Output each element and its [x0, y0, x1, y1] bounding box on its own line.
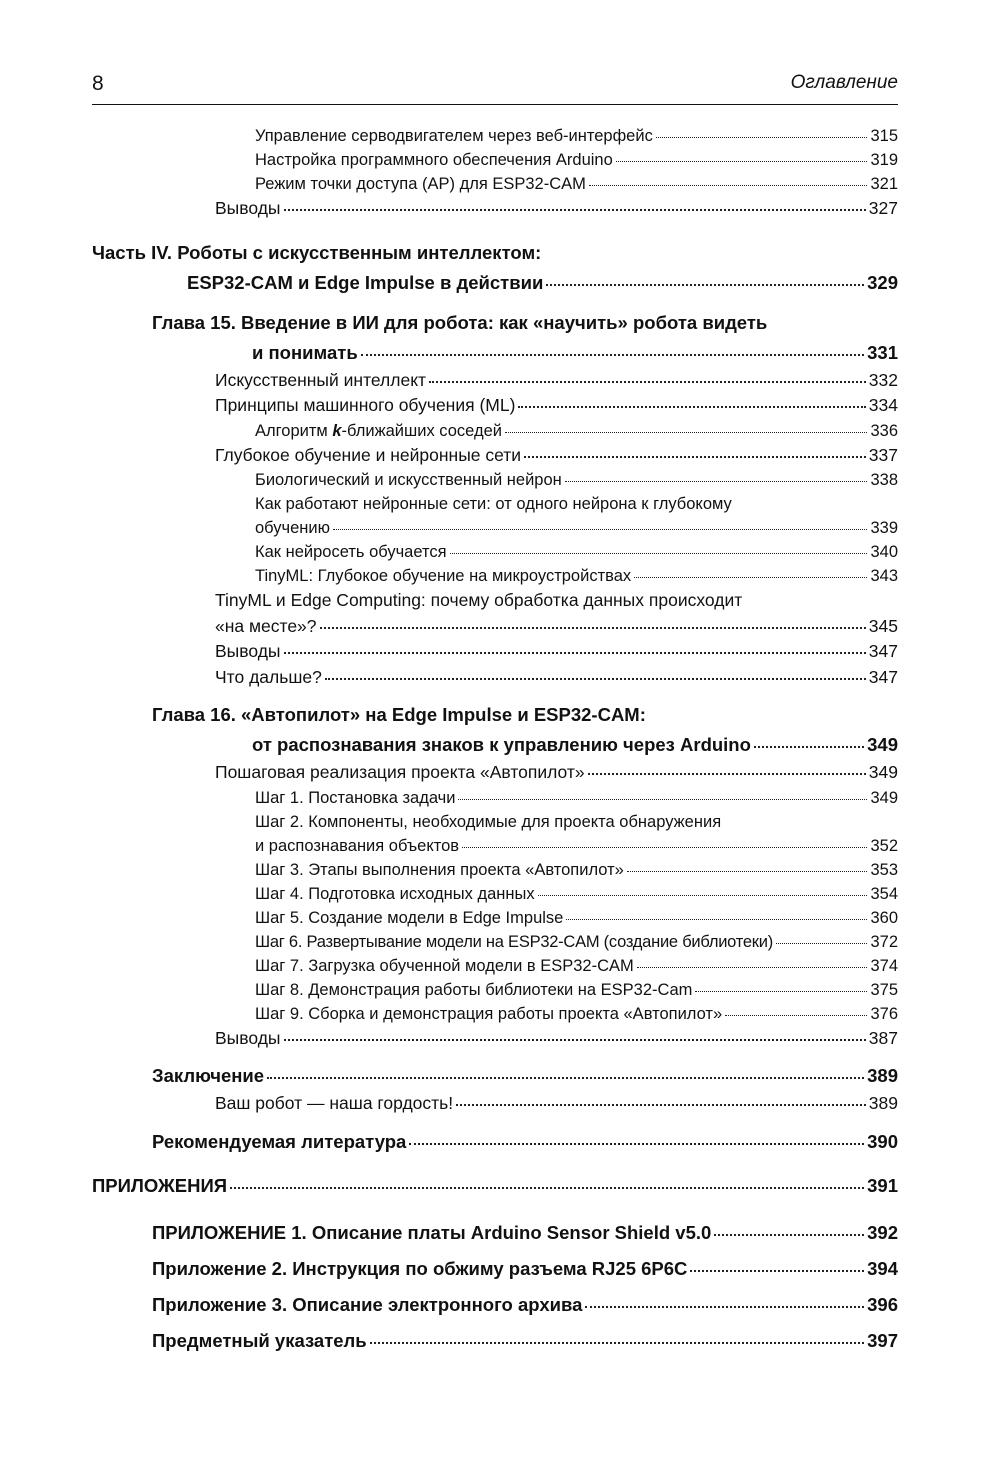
toc-entry[interactable] [92, 906, 898, 930]
dot-leader [450, 553, 868, 554]
dot-leader [409, 1143, 864, 1145]
dot-leader [361, 354, 864, 356]
toc-entry-title: «на месте»? [215, 615, 317, 636]
conclusion-title: Заключение [152, 1065, 265, 1086]
toc-entry-title: Выводы [215, 198, 281, 218]
dot-leader [325, 678, 866, 680]
toc-entry-title: Глубокое обучение и нейронные сети [215, 444, 522, 465]
toc-entry-page: 389 [868, 1093, 898, 1113]
dot-leader [458, 799, 867, 800]
toc-entry-page: 387 [868, 1027, 898, 1048]
toc-entry-page: 347 [868, 666, 898, 687]
dot-leader [588, 773, 866, 775]
dot-leader [518, 406, 865, 408]
toc-entry-page: 376 [870, 1004, 898, 1023]
k-variable: k [332, 421, 342, 440]
chapter-16-entry[interactable] [92, 730, 898, 760]
toc-entry[interactable] [92, 540, 898, 564]
toc-entry-title: Настройка программного обеспечения Arduino [255, 151, 613, 169]
dot-leader [284, 1039, 866, 1041]
toc-entry-title: TinyML: Глубокое обучение на микроустройствах [255, 567, 632, 585]
dot-leader [589, 185, 868, 186]
toc-entry[interactable] [92, 564, 898, 588]
toc-entry-title: Шаг 6. Развертывание модели на ESP32-CAM (создание библиотеки) [255, 932, 773, 951]
dot-leader [714, 1234, 864, 1236]
part-entry[interactable] [92, 268, 898, 298]
dot-leader [524, 456, 866, 458]
dot-leader [546, 284, 864, 286]
toc-entry-page: 340 [870, 543, 898, 561]
dot-leader [320, 627, 866, 629]
dot-leader [754, 746, 864, 748]
chapter-15-entry[interactable] [92, 338, 898, 368]
dot-leader [538, 895, 868, 896]
dot-leader [370, 1342, 864, 1344]
toc-entry-page: 372 [870, 932, 898, 951]
index-entry[interactable] [92, 1323, 898, 1359]
appendices-entry[interactable] [92, 1171, 898, 1201]
dot-leader [505, 432, 867, 433]
toc-entry-page: 336 [870, 421, 898, 440]
part-title-line1[interactable]: Часть IV. Роботы с искусственным интеллектом: [92, 241, 542, 263]
toc-entry-title: Шаг 5. Создание модели в Edge Impulse [255, 908, 564, 927]
toc-entry[interactable] [92, 954, 898, 978]
literature-title: Рекомендуемая литература [152, 1130, 407, 1152]
toc-entry[interactable] [92, 834, 898, 858]
appendix-1-title: ПРИЛОЖЕНИЕ 1. Описание платы Arduino Sensor Shield v5.0 [152, 1221, 712, 1243]
chapter-16-title-line1[interactable]: Глава 16. «Автопилот» на Edge Impulse и ESP32-CAM: [152, 704, 646, 725]
toc-entry-page: 319 [870, 151, 898, 169]
toc-entry[interactable] [92, 639, 898, 665]
toc-entry-page: 343 [870, 567, 898, 585]
dot-leader [776, 943, 868, 944]
toc-entry-page: 334 [868, 395, 898, 415]
toc-entry-title: Выводы [215, 641, 281, 661]
conclusion-page: 389 [867, 1065, 898, 1086]
toc-entry-title: Шаг 1. Постановка задачи [255, 788, 456, 807]
dot-leader [585, 1306, 864, 1308]
dot-leader [284, 209, 866, 211]
page-number: 8 [92, 72, 104, 95]
toc-entry[interactable] [92, 882, 898, 906]
toc-entry-page: 327 [868, 198, 898, 218]
toc-entry-title: Выводы [215, 1027, 281, 1048]
toc-entry-page: 337 [868, 444, 898, 465]
toc-entry-line1[interactable]: TinyML и Edge Computing: почему обработка данных происходит [215, 590, 743, 610]
toc-entry-page: 360 [870, 908, 898, 927]
toc-entry-page: 339 [870, 519, 898, 537]
toc-entry[interactable] [92, 393, 898, 419]
dot-leader [690, 1270, 864, 1272]
dot-leader [333, 529, 867, 530]
appendices-page: 391 [867, 1174, 898, 1196]
toc-entry-title: и распознавания объектов [255, 836, 460, 855]
dot-leader [634, 577, 867, 578]
appendix-1-page: 392 [867, 1221, 898, 1243]
chapter-15-page: 331 [867, 341, 898, 363]
dot-leader [637, 967, 868, 968]
literature-page: 390 [867, 1130, 898, 1152]
chapter-16-title-line2: от распознавания знаков к управлению через Arduino [252, 734, 751, 755]
appendix-2-page: 394 [867, 1257, 898, 1279]
toc-entry-title: Искусственный интеллект [215, 369, 427, 390]
dot-leader [656, 137, 868, 138]
toc-entry-title: Алгоритм k-ближайших соседей [255, 421, 502, 440]
toc-entry[interactable] [92, 1026, 898, 1052]
toc-entry[interactable] [92, 516, 898, 540]
header-rule [92, 104, 898, 105]
toc-entry-title: обучению [255, 519, 330, 537]
toc-entry[interactable] [92, 978, 898, 1002]
dot-leader [565, 481, 868, 482]
toc-entry[interactable] [92, 1091, 898, 1117]
dot-leader [566, 919, 867, 920]
toc-entry[interactable] [92, 786, 898, 810]
dot-leader [230, 1187, 864, 1189]
toc-entry-page: 353 [870, 860, 898, 879]
toc-entry-title: Пошаговая реализация проекта «Автопилот» [215, 762, 585, 782]
toc-entry-title: Биологический и искусственный нейрон [255, 471, 562, 489]
appendices-title: ПРИЛОЖЕНИЯ [92, 1174, 228, 1196]
toc-entry-page: 332 [868, 369, 898, 390]
toc-entry-page: 349 [870, 788, 898, 807]
toc-entry-title: Режим точки доступа (AP) для ESP32-CAM [255, 175, 586, 193]
dot-leader [284, 652, 866, 654]
dot-leader [429, 381, 866, 383]
literature-entry[interactable] [92, 1127, 898, 1157]
running-title: Оглавление [790, 72, 898, 93]
toc-entry-title: Шаг 7. Загрузка обученной модели в ESP32-CAM [255, 956, 634, 975]
toc-entry-page: 321 [870, 175, 898, 193]
toc-entry-title: Шаг 9. Сборка и демонстрация работы проекта «Автопилот» [255, 1004, 723, 1023]
toc-entry-page: 354 [870, 884, 898, 903]
toc-entry-page: 345 [868, 615, 898, 636]
toc-entry-line1[interactable]: Как работают нейронные сети: от одного нейрона к глубокому [255, 495, 732, 513]
toc-entry[interactable] [92, 419, 898, 443]
toc-entry[interactable] [92, 368, 898, 394]
toc-entry[interactable] [92, 172, 898, 196]
toc-entry[interactable] [92, 665, 898, 691]
dot-leader [456, 1104, 866, 1106]
toc-entry-title: Принципы машинного обучения (ML) [215, 395, 516, 415]
toc-entry-title: Что дальше? [215, 666, 322, 687]
toc-entry-page: 338 [870, 471, 898, 489]
appendix-3-title: Приложение 3. Описание электронного архива [152, 1293, 583, 1315]
toc-entry[interactable] [92, 760, 898, 786]
toc-entry-page: 375 [870, 980, 898, 999]
toc-entry[interactable] [92, 1002, 898, 1026]
appendix-1-entry[interactable] [92, 1215, 898, 1251]
appendix-3-entry[interactable] [92, 1287, 898, 1323]
dot-leader [695, 991, 867, 992]
toc-entry-title: Как нейросеть обучается [255, 543, 447, 561]
toc-entry[interactable] [92, 930, 898, 954]
part-title-line2: ESP32-CAM и Edge Impulse в действии [187, 271, 544, 293]
appendix-2-entry[interactable] [92, 1251, 898, 1287]
page-header [92, 72, 898, 102]
appendix-2-title: Приложение 2. Инструкция по обжиму разъема RJ25 6P6C [152, 1257, 688, 1279]
toc-entry[interactable] [92, 614, 898, 640]
dot-leader [267, 1077, 864, 1079]
dot-leader [616, 161, 868, 162]
chapter-15-title-line1[interactable]: Глава 15. Введение в ИИ для робота: как «научить» робота видеть [152, 311, 768, 333]
toc-entry[interactable] [92, 148, 898, 172]
chapter-15-title-line2: и понимать [252, 341, 358, 363]
toc-entry-title: Ваш робот — наша гордость! [215, 1093, 454, 1113]
toc-entry-page: 349 [868, 762, 898, 782]
toc-entry-title: Шаг 8. Демонстрация работы библиотеки на ESP32-Cam [255, 980, 693, 999]
dot-leader [462, 847, 867, 848]
dot-leader [627, 871, 868, 872]
toc-entry-title: Шаг 4. Подготовка исходных данных [255, 884, 535, 903]
toc-entry[interactable] [92, 858, 898, 882]
toc-entry[interactable] [92, 443, 898, 469]
toc-entry-page: 347 [868, 641, 898, 661]
toc-entry-page: 352 [870, 836, 898, 855]
conclusion-entry[interactable] [92, 1061, 898, 1091]
toc-entry[interactable] [92, 124, 898, 148]
toc-entry-page: 374 [870, 956, 898, 975]
index-title: Предметный указатель [152, 1329, 367, 1351]
toc-entry-page: 315 [870, 127, 898, 145]
toc-entry[interactable] [92, 468, 898, 492]
index-page: 397 [867, 1329, 898, 1351]
appendix-3-page: 396 [867, 1293, 898, 1315]
toc-entry[interactable] [92, 196, 898, 222]
toc-entry-title: Управление серводвигателем через веб-интерфейс [255, 127, 653, 145]
toc-entry-title: Шаг 3. Этапы выполнения проекта «Автопилот» [255, 860, 624, 879]
chapter-16-page: 349 [867, 734, 898, 755]
part-page: 329 [867, 271, 898, 293]
toc-entry-line1[interactable]: Шаг 2. Компоненты, необходимые для проекта обнаружения [255, 812, 722, 831]
dot-leader [725, 1015, 867, 1016]
table-of-contents [92, 124, 898, 1359]
